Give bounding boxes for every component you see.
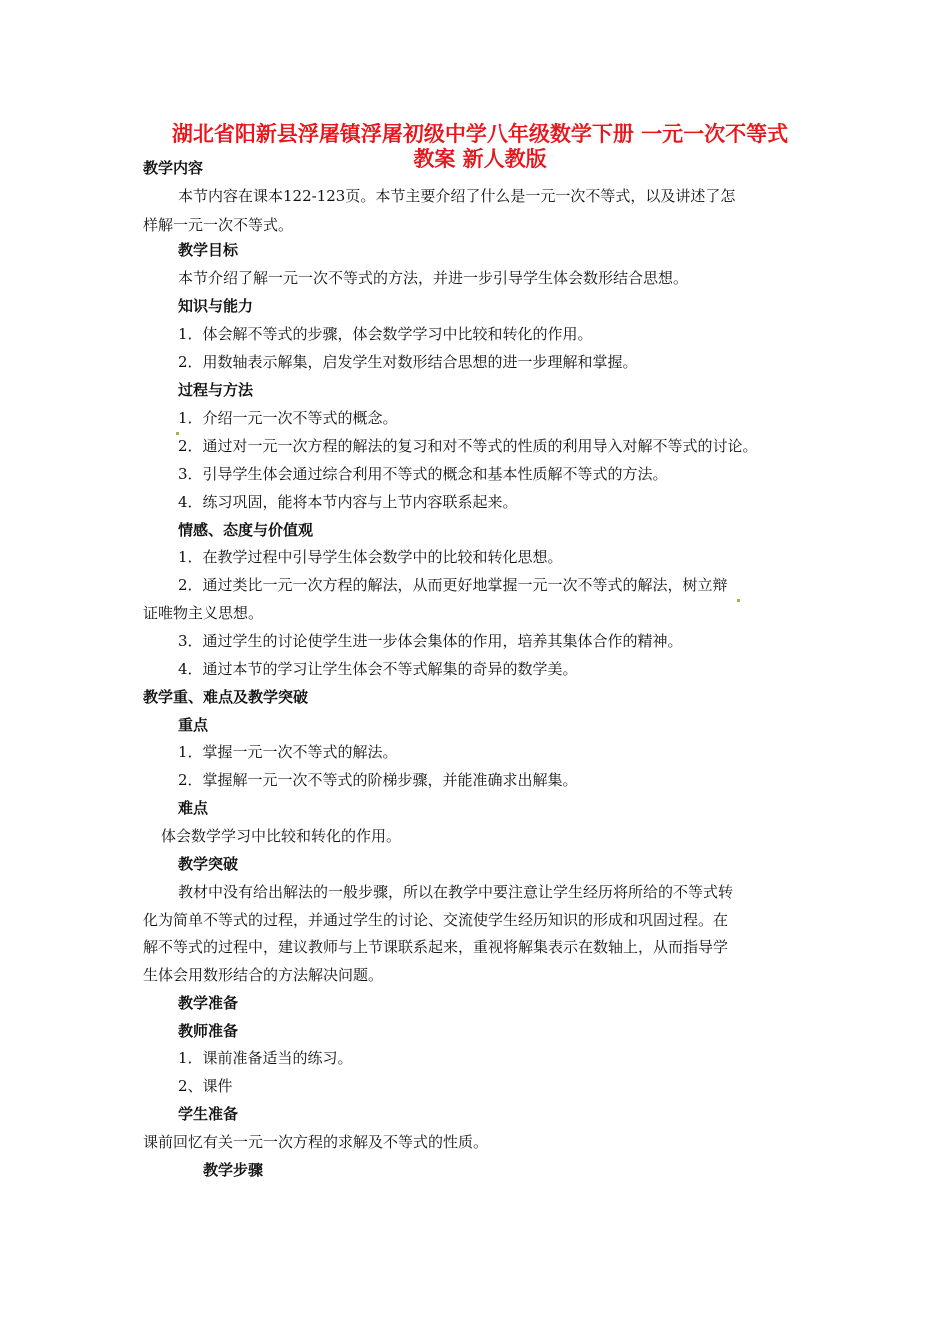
edit-mark <box>737 599 740 602</box>
paragraph-line: 生体会用数形结合的方法解决问题。 <box>143 966 384 984</box>
paragraph-line: 1．体会解不等式的步骤，体会数学学习中比较和转化的作用。 <box>178 325 593 343</box>
section-heading: 教学内容 <box>143 159 204 177</box>
document-title-line-1: 湖北省阳新县浮屠镇浮屠初级中学八年级数学下册 一元一次不等式 <box>171 122 789 146</box>
section-heading: 知识与能力 <box>178 297 254 315</box>
paragraph-line: 教材中没有给出解法的一般步骤，所以在教学中要注意让学生经历将所给的不等式转 <box>178 883 734 901</box>
section-heading: 教学准备 <box>178 994 239 1012</box>
section-heading: 过程与方法 <box>178 381 254 399</box>
paragraph-line: 2．通过对一元一次方程的解法的复习和对不等式的性质的利用导入对解不等式的讨论。 <box>178 437 758 455</box>
paragraph-line: 2．通过类比一元一次方程的解法，从而更好地掌握一元一次不等式的解法，树立辩 <box>178 576 728 594</box>
paragraph-line: 1．在教学过程中引导学生体会数学中的比较和转化思想。 <box>178 548 563 566</box>
paragraph-line: 证唯物主义思想。 <box>143 604 264 622</box>
paragraph-line: 3．通过学生的讨论使学生进一步体会集体的作用，培养其集体合作的精神。 <box>178 632 683 650</box>
section-heading: 教师准备 <box>178 1022 239 1040</box>
edit-mark <box>176 432 179 435</box>
paragraph-line: 4．通过本节的学习让学生体会不等式解集的奇异的数学美。 <box>178 660 578 678</box>
section-heading: 重点 <box>178 716 209 734</box>
section-heading: 教学步骤 <box>203 1161 264 1179</box>
paragraph-line: 2．掌握解一元一次不等式的阶梯步骤，并能准确求出解集。 <box>178 771 578 789</box>
paragraph-line: 解不等式的过程中，建议教师与上节课联系起来，重视将解集表示在数轴上，从而指导学 <box>143 938 729 956</box>
paragraph-line: 化为简单不等式的过程，并通过学生的讨论、交流使学生经历知识的形成和巩固过程。在 <box>143 911 729 929</box>
section-heading: 难点 <box>178 799 209 817</box>
section-heading: 情感、态度与价值观 <box>178 521 314 539</box>
paragraph-line: 3．引导学生体会通过综合利用不等式的概念和基本性质解不等式的方法。 <box>178 465 668 483</box>
paragraph-line: 体会数学学习中比较和转化的作用。 <box>161 827 402 845</box>
paragraph-line: 样解一元一次不等式。 <box>143 216 294 234</box>
paragraph-line: 1．掌握一元一次不等式的解法。 <box>178 743 398 761</box>
paragraph-line: 2、课件 <box>178 1077 233 1095</box>
section-heading: 教学重、难点及教学突破 <box>143 688 309 706</box>
paragraph-line: 课前回忆有关一元一次方程的求解及不等式的性质。 <box>143 1133 489 1151</box>
document-title-line-2: 教案 新人教版 <box>413 147 547 171</box>
paragraph-line: 4．练习巩固，能将本节内容与上节内容联系起来。 <box>178 493 518 511</box>
section-heading: 教学目标 <box>178 241 239 259</box>
paragraph-line: 2．用数轴表示解集，启发学生对数形结合思想的进一步理解和掌握。 <box>178 353 638 371</box>
paragraph-line: 1．课前准备适当的练习。 <box>178 1049 353 1067</box>
paragraph-line: 本节介绍了解一元一次不等式的方法，并进一步引导学生体会数形结合思想。 <box>178 269 689 287</box>
paragraph-line: 1．介绍一元一次不等式的概念。 <box>178 409 398 427</box>
section-heading: 学生准备 <box>178 1105 239 1123</box>
paragraph-line: 本节内容在课本122-123页。本节主要介绍了什么是一元一次不等式，以及讲述了怎 <box>178 187 736 205</box>
section-heading: 教学突破 <box>178 855 239 873</box>
